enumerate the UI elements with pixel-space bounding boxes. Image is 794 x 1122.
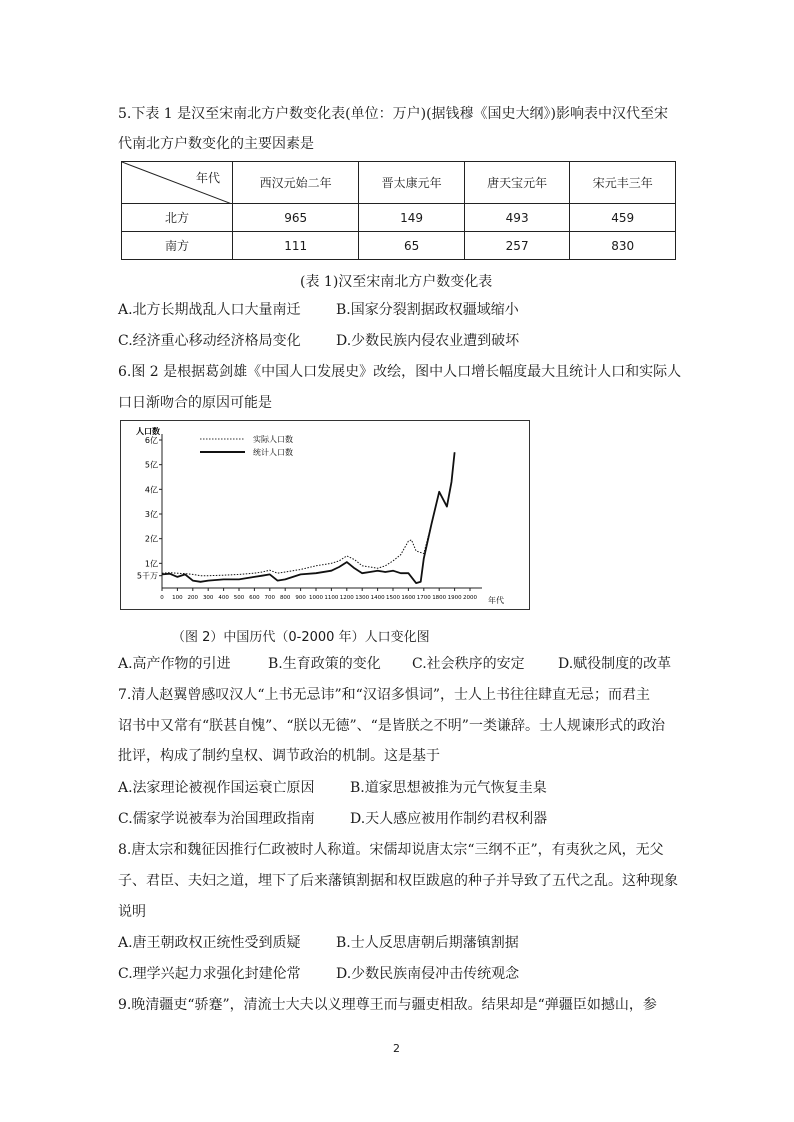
population-chart	[120, 420, 530, 610]
x-tick-label: 900	[295, 595, 306, 601]
y-axis-title: 人口数	[136, 427, 160, 436]
x-tick-label: 0	[160, 595, 164, 601]
q5-option-d: D.少数民族内侵农业遭到破坏	[336, 333, 520, 349]
x-tick-label: 600	[249, 595, 260, 601]
q5-stem-line2: 代南北方户数变化的主要因素是	[118, 136, 314, 152]
q8-stem-line1: 8.唐太宗和魏征因推行仁政被时人称道。宋儒却说唐太宗“三纲不正”，有夷狄之风，无父	[118, 842, 664, 858]
x-tick-label: 1400	[370, 595, 385, 601]
x-tick-label: 500	[233, 595, 245, 601]
table-corner-cell	[122, 162, 233, 204]
legend-label-actual: 实际人口数	[253, 435, 293, 444]
q5-option-b: B.国家分裂割据政权疆域缩小	[336, 302, 519, 318]
y-tick-label: 1亿	[144, 559, 158, 569]
q8-option-d: D.少数民族南侵冲击传统观念	[336, 966, 520, 982]
table-cell: 493	[464, 204, 570, 232]
y-tick-label: 6亿	[144, 436, 158, 445]
table-cell: 257	[464, 232, 570, 260]
q5-stem-line1: 5.下表 1 是汉至宋南北方户数变化表(单位：万户)(据钱穆《国史大纲》)影响表中汉代至宋	[118, 106, 669, 122]
q6-option-a: A.高产作物的引进	[118, 656, 231, 672]
q7-stem-line2: 诏书中又常有“朕甚自愧”、“朕以无德”、“是皆朕之不明”一类谦辞。士人规谏形式的政治	[118, 718, 665, 734]
table-header-cell: 晋太康元年	[359, 162, 465, 204]
q8-stem-line2: 子、君臣、夫妇之道，埋下了后来藩镇割据和权臣跋扈的种子并导致了五代之乱。这种现象	[118, 873, 678, 889]
x-tick-label: 1300	[355, 595, 370, 601]
y-tick-label: 5千万	[136, 571, 158, 581]
q8-stem-line3: 说明	[118, 904, 146, 920]
row-label: 南方	[122, 232, 233, 260]
q8-option-b: B.士人反思唐朝后期藩镇割据	[336, 935, 519, 951]
x-tick-label: 100	[172, 595, 183, 601]
y-tick-label: 4亿	[144, 485, 158, 495]
table-caption: (表 1)汉至宋南北方户数变化表	[300, 274, 493, 290]
table-cell: 830	[570, 232, 676, 260]
q7-option-a: A.法家理论被视作国运衰亡原因	[118, 780, 315, 796]
chart-frame	[121, 421, 530, 610]
table-cell: 65	[359, 232, 465, 260]
q6-option-b: B.生育政策的变化	[268, 656, 381, 672]
q7-option-b: B.道家思想被推为元气恢复圭臬	[350, 780, 547, 796]
table-header-row	[122, 162, 676, 204]
q7-stem-line1: 7.清人赵翼曾感叹汉人“上书无忌讳”和“汉诏多惧词”，士人上书往往肆直无忌；而君主	[118, 687, 650, 703]
table-cell: 965	[233, 204, 359, 232]
x-tick-label: 400	[218, 595, 229, 601]
q5-option-c: C.经济重心移动经济格局变化	[118, 333, 301, 349]
figure-caption: （图 2）中国历代（0-2000 年）人口变化图	[172, 630, 430, 645]
q6-option-c: C.社会秩序的安定	[412, 656, 525, 672]
x-tick-label: 1800	[432, 595, 447, 601]
x-tick-label: 300	[202, 595, 214, 601]
table-cell: 111	[233, 232, 359, 260]
household-table	[121, 161, 676, 260]
x-axis-title: 年代	[488, 596, 504, 605]
x-tick-label: 200	[187, 595, 199, 601]
x-tick-label: 2000	[463, 595, 477, 601]
x-tick-label: 1600	[401, 595, 416, 601]
corner-label: 年代	[195, 171, 220, 185]
q6-stem-line2: 口日渐吻合的原因可能是	[118, 395, 272, 411]
x-tick-label: 1000	[309, 595, 323, 601]
table-row	[122, 204, 676, 232]
x-tick-label: 1200	[339, 595, 354, 601]
x-tick-label: 800	[279, 595, 291, 601]
y-tick-label: 5亿	[144, 460, 158, 470]
page-number: 2	[393, 1042, 400, 1055]
y-tick-label: 2亿	[144, 534, 158, 544]
x-tick-label: 1100	[324, 595, 339, 601]
table-row	[122, 232, 676, 260]
x-tick-label: 1500	[386, 595, 400, 601]
table-header-cell: 唐天宝元年	[464, 162, 570, 204]
q7-option-c: C.儒家学说被奉为治国理政指南	[118, 811, 315, 827]
table-cell: 149	[359, 204, 465, 232]
x-tick-label: 700	[264, 595, 276, 601]
legend-label-stated: 统计人口数	[253, 448, 293, 457]
table-cell: 459	[570, 204, 676, 232]
table-header-cell: 西汉元始二年	[233, 162, 359, 204]
x-tick-label: 1700	[416, 595, 431, 601]
row-label: 北方	[122, 204, 233, 232]
q6-option-d: D.赋役制度的改革	[558, 656, 672, 672]
q6-stem-line1: 6.图 2 是根据葛剑雄《中国人口发展史》改绘，图中人口增长幅度最大且统计人口和实际人	[118, 364, 682, 380]
q5-option-a: A.北方长期战乱人口大量南迁	[118, 302, 301, 318]
q7-option-d: D.天人感应被用作制约君权利器	[350, 811, 548, 827]
q8-option-a: A.唐王朝政权正统性受到质疑	[118, 935, 301, 951]
y-tick-label: 3亿	[144, 510, 158, 519]
table-header-cell: 宋元丰三年	[570, 162, 676, 204]
q9-stem-line1: 9.晚清疆吏“骄蹇”，清流士大夫以义理尊王而与疆吏相敌。结果却是“弹疆臣如撼山，参	[118, 997, 657, 1013]
q7-stem-line3: 批评，构成了制约皇权、调节政治的机制。这是基于	[118, 748, 440, 764]
x-tick-label: 1900	[447, 595, 462, 601]
q8-option-c: C.理学兴起力求强化封建伦常	[118, 966, 301, 982]
